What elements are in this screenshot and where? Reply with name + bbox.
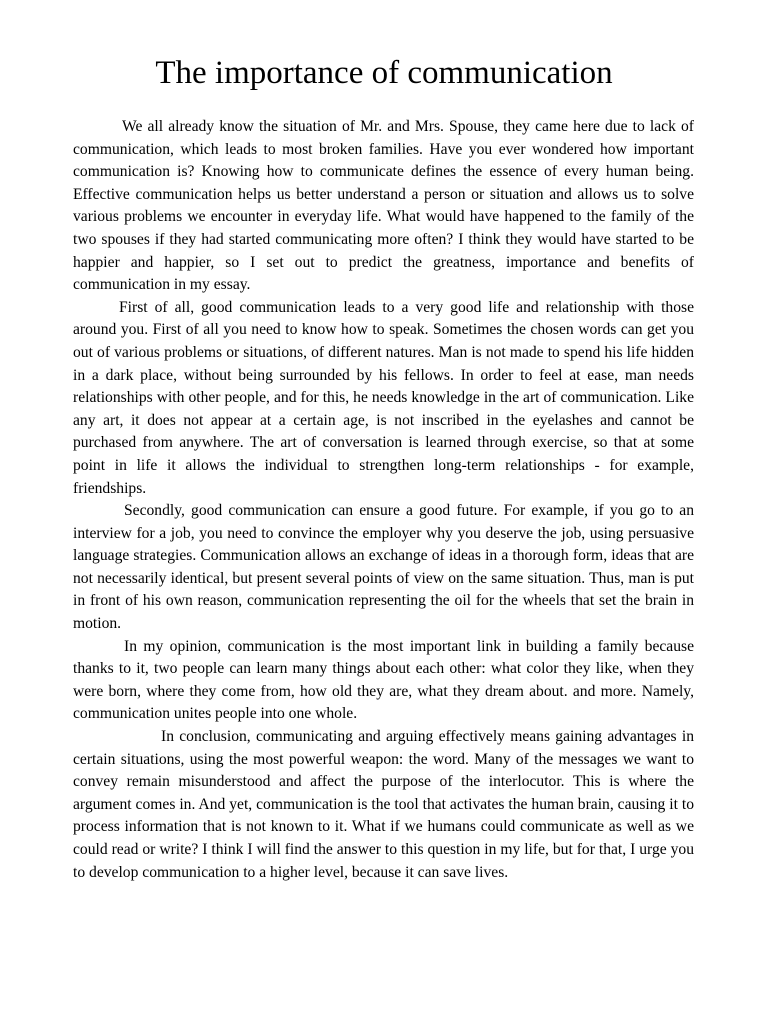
- paragraph-first-argument: First of all, good communication leads to a very good life and relationship with those around you. First of all you need to know how to speak. Sometimes the chosen words can get you out of various problems or situations, of different natures. Man is not made to spend his life hidden in a dark place, without being surrounded by his fellows. In order to feel at ease, man needs relationships with other people, and for this, he needs knowledge in the art of communication. Like any art, it does not appear at a certain age, is not inscribed in the eyelashes and cannot be purchased from anywhere. The art of conversation is learned through exercise, so that at some point in life it allows the individual to strengthen long-term relationships - for example, friendships.: [73, 298, 694, 497]
- paragraph-intro: We all already know the situation of Mr. and Mrs. Spouse, they came here due to lack of communication, which leads to most broken families. Have you ever wondered how important communication is? Knowing how to communicate defines the essence of every human being. Effective communication helps us better understand a person or situation and allows us to solve various problems we encounter in everyday life. What would have happened to the family of the two spouses if they had started communicating more often? I think they would have started to be happier and happier, so I set out to predict the greatness, importance and benefits of communication in my essay.: [73, 118, 694, 294]
- paragraph-opinion: In my opinion, communication is the most important link in building a family because thanks to it, two people can learn many things about each other: what color they like, when they were born, where they come from, how old they are, what they dream about. and more. Namely, communication unites people into one whole.: [73, 637, 694, 723]
- document-title: The importance of communication: [155, 55, 613, 91]
- paragraph-conclusion: In conclusion, communicating and arguing effectively means gaining advantages in certain situations, using the most powerful weapon: the word. Many of the messages we want to convey remain misunderstood and affect the purpose of the interlocutor. This is where the argument comes in. And yet, communication is the tool that activates the human brain, causing it to process information that is not known to it. What if we humans could communicate as well as we could read or write? I think I will find the answer to this question in my life, but for that, I urge you to develop communication to a higher level, because it can save lives.: [73, 728, 694, 881]
- paragraph-second-argument: Secondly, good communication can ensure a good future. For example, if you go to an interview for a job, you need to convince the employer why you deserve the job, using persuasive language strategies. Communication allows an exchange of ideas in a thorough form, ideas that are not necessarily identical, but present several points of view on the same situation. Thus, man is put in front of his own reason, communication representing the oil for the wheels that set the brain in motion.: [73, 502, 694, 633]
- document-body: [73, 116, 694, 884]
